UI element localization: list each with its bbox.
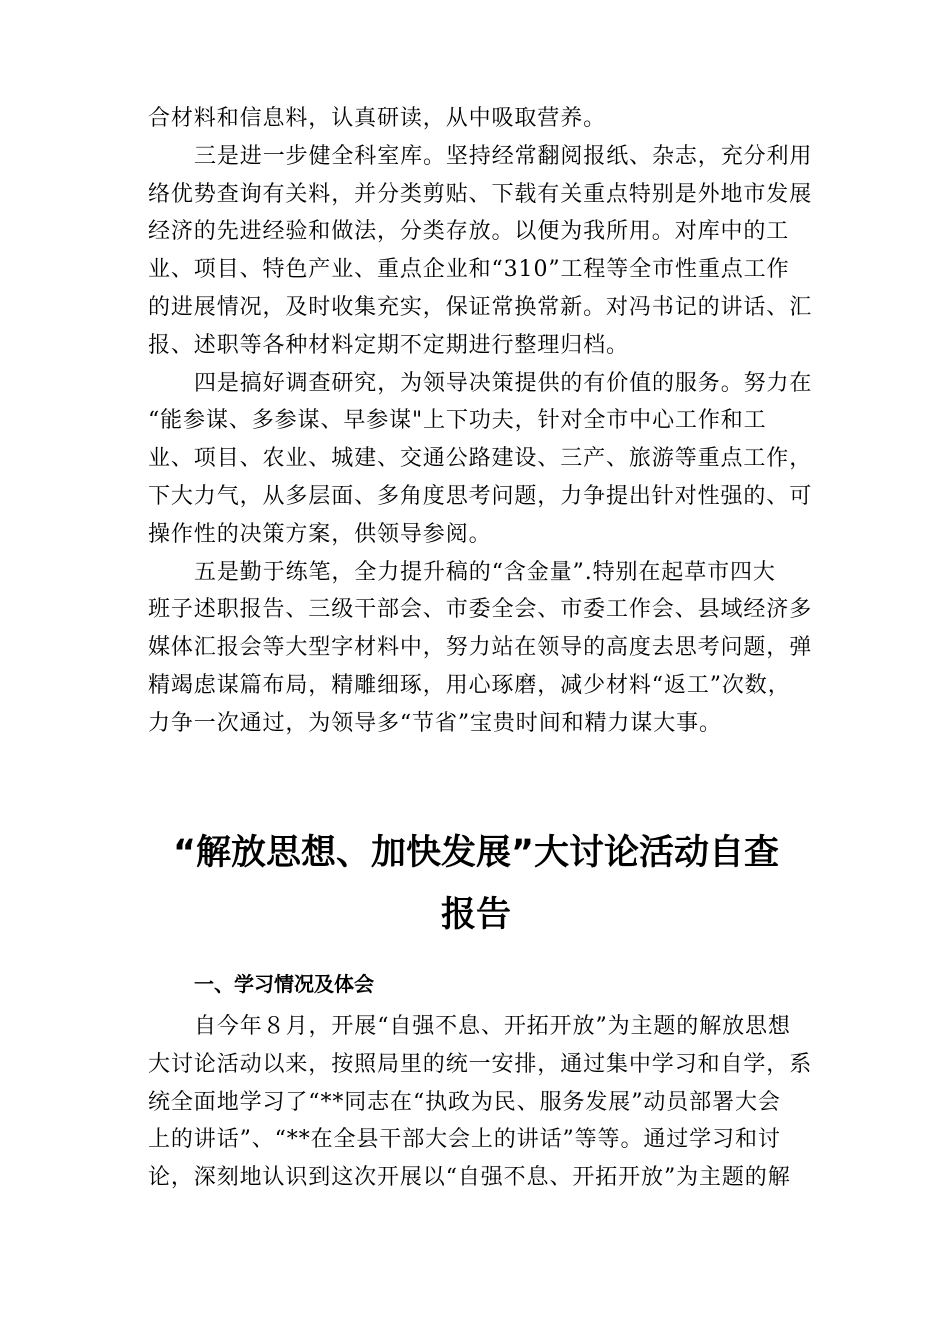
text-line: 大讨论活动以来，按照局里的统一安排，通过集中学习和自学，系: [148, 1051, 813, 1077]
text-line: 力争一次通过，为领导多“节省”宝贵时间和精力谋大事。: [148, 710, 722, 736]
text-line: “能参谋、多参谋、早参谋"上下功夫，针对全市中心工作和工: [148, 408, 767, 434]
text-line: 上的讲话”、“**在全县干部大会上的讲话”等等。通过学习和讨: [148, 1127, 781, 1153]
paragraph-four-start: 四是搞好调查研究，为领导决策提供的有价值的服务。努力在: [194, 370, 813, 396]
text-line: 精竭虑谋篇布局，精雕细琢，用心琢磨，减少材料“返工”次数，: [148, 672, 791, 698]
text-line: 报、述职等各种材料定期不定期进行整理归档。: [148, 332, 629, 358]
text-line: 统全面地学习了“**同志在“执政为民、服务发展”动员部署大会: [148, 1089, 781, 1115]
text-line: 媒体汇报会等大型字材料中，努力站在领导的高度去思考问题，弹: [148, 635, 813, 661]
paragraph-start: 自今年８月，开展“自强不息、开拓开放”为主题的解放思想: [194, 1014, 791, 1039]
section-body-text: [148, 1008, 813, 1197]
text-line: 业、项目、农业、城建、交通公路建设、三产、旅游等重点工作，: [148, 446, 813, 472]
text-line: 的进展情况，及时收集充实，保证常换常新。对冯书记的讲话、汇: [148, 294, 813, 320]
text-line: 经济的先进经验和做法，分类存放。以便为我所用。对库中的工: [148, 219, 790, 245]
text-line: 业、项目、特色产业、重点企业和“310”工程等全市性重点工作: [148, 257, 790, 283]
title-line-1: “解放思想、加快发展”大讨论活动自查: [172, 833, 779, 873]
text-line: 操作性的决策方案，供领导参阅。: [148, 521, 492, 547]
text-line: 络优势查询有关料，并分类剪贴、下载有关重点特别是外地市发展: [148, 181, 813, 207]
section-heading: 一、学习情况及体会: [194, 972, 374, 996]
paragraph-three-start: 三是进一步健全科室库。坚持经常翻阅报纸、杂志，充分利用: [194, 143, 813, 169]
report-title: [148, 822, 804, 946]
title-line-2: 报告: [440, 895, 511, 935]
text-line: 合材料和信息料，认真研读，从中吸取营养。: [148, 106, 607, 131]
text-line: 班子述职报告、三级干部会、市委全会、市委工作会、县域经济多: [148, 597, 813, 623]
text-line: 下大力气，从多层面、多角度思考问题，力争提出针对性强的、可: [148, 483, 813, 509]
continued-body-text: [148, 100, 813, 743]
text-line: 论，深刻地认识到这次开展以“自强不息、开拓开放”为主题的解: [148, 1165, 791, 1191]
paragraph-five-start: 五是勤于练笔，全力提升稿的“含金量”.特别在起草市四大: [194, 559, 776, 585]
